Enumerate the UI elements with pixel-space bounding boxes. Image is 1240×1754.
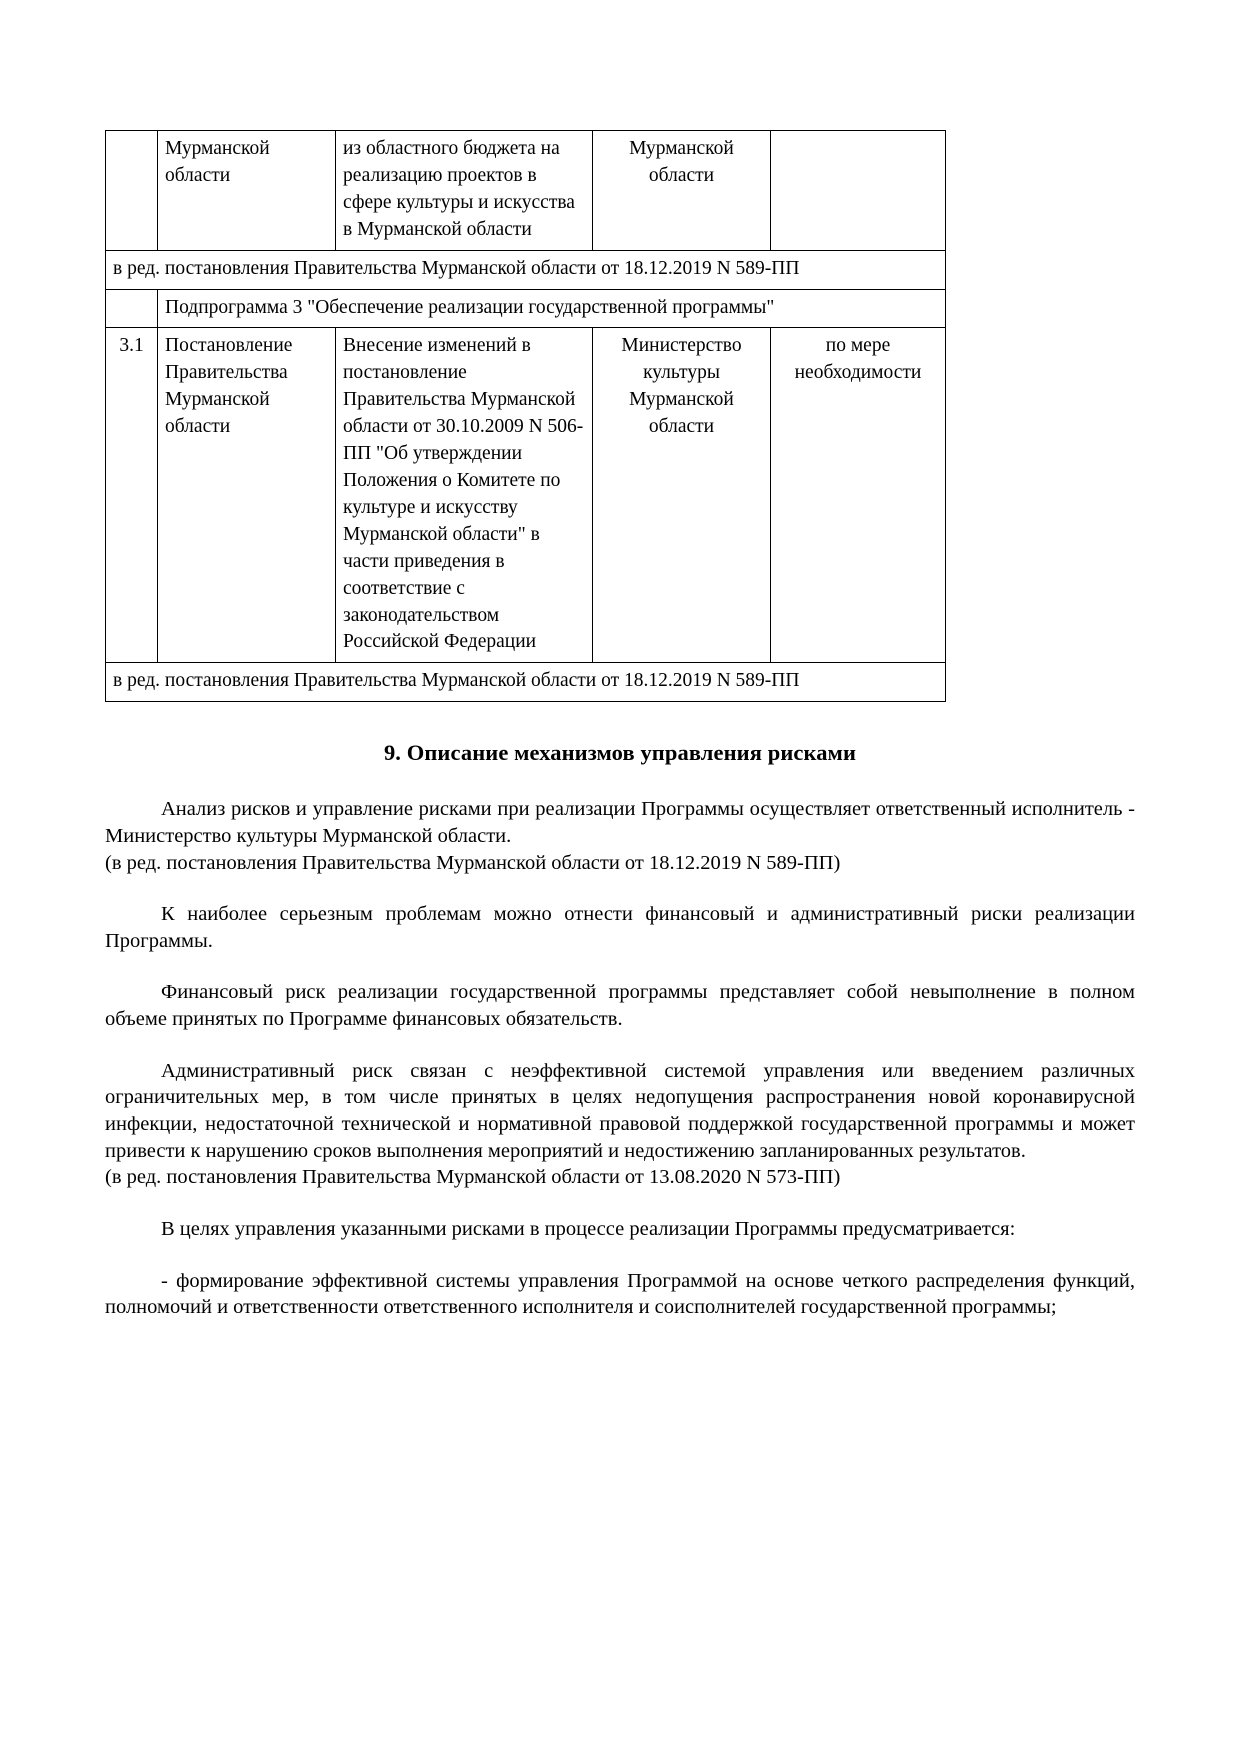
table-cell-term: по мере необходимости (771, 328, 946, 663)
paragraph-main-problems: К наиболее серьезным проблемам можно отнести финансовый и административный риски реализации Программы. (105, 903, 1135, 952)
table-cell-organization: Министерство культуры Мурманской области (593, 328, 771, 663)
table-cell-number: 3.1 (106, 328, 158, 663)
table-subprogram-title: Подпрограмма 3 "Обеспечение реализации государственной программы" (158, 289, 946, 328)
table-note-text: в ред. постановления Правительства Мурманской области от 18.12.2019 N 589-ПП (106, 663, 946, 702)
measures-table (105, 130, 946, 702)
table-row (106, 328, 946, 663)
paragraph-risk-analysis: Анализ рисков и управление рисками при реализации Программы осуществляет ответственный исполнитель - Министерство культуры Мурманской области. (105, 798, 1135, 847)
paragraph-effective-management-system: - формирование эффективной системы управления Программой на основе четкого распределения функций, полномочий и ответственности ответственного исполнителя и соисполнителей государственной программы; (105, 1269, 1135, 1319)
page-title: 9. Описание механизмов управления рисками (383, 740, 857, 766)
paragraph-note-573pp: (в ред. постановления Правительства Мурманской области от 13.08.2020 N 573-ПП) (105, 1166, 841, 1189)
table-note-text: в ред. постановления Правительства Мурманской области от 18.12.2019 N 589-ПП (106, 250, 946, 289)
table-cell-type: Мурманской области (158, 131, 336, 251)
table-row-subprogram (106, 289, 946, 328)
table-row-note (106, 663, 946, 702)
paragraph-note-589pp: (в ред. постановления Правительства Мурманской области от 18.12.2019 N 589-ПП) (105, 851, 841, 874)
table-cell-number (106, 131, 158, 251)
table-row-note (106, 250, 946, 289)
table-cell-type: Постановление Правительства Мурманской области (158, 328, 336, 663)
paragraph-risk-management-goals: В целях управления указанными рисками в процессе реализации Программы предусматривается: (161, 1217, 1016, 1240)
paragraph-financial-risk: Финансовый риск реализации государственной программы представляет собой невыполнение в полном объеме принятых по Программе финансовых обязательств. (105, 981, 1135, 1031)
table-cell-term (771, 131, 946, 251)
paragraph-administrative-risk: Административный риск связан с неэффективной системой управления или введением различных ограничительных мер, в том числе принятых в целях недопущения распространения новой коронавирусной инфекции, недостаточной технической и нормативной правовой поддержкой государственной программы и может привести к нарушению сроков выполнения мероприятий и недостижению запланированных результатов. (105, 1059, 1135, 1162)
table-cell-description: из областного бюджета на реализацию проектов в сфере культуры и искусства в Мурманской области (336, 131, 593, 251)
table-cell-organization: Мурманской области (593, 131, 771, 251)
table-cell-number-empty (106, 289, 158, 328)
section-body (105, 796, 1135, 1321)
table-row (106, 131, 946, 251)
table-cell-description: Внесение изменений в постановление Правительства Мурманской области от 30.10.2009 N 506-ПП "Об утверждении Положения о Комитете по культуре и искусству Мурманской области" в части приведения в соответствие с законодательством Российской Федерации (336, 328, 593, 663)
